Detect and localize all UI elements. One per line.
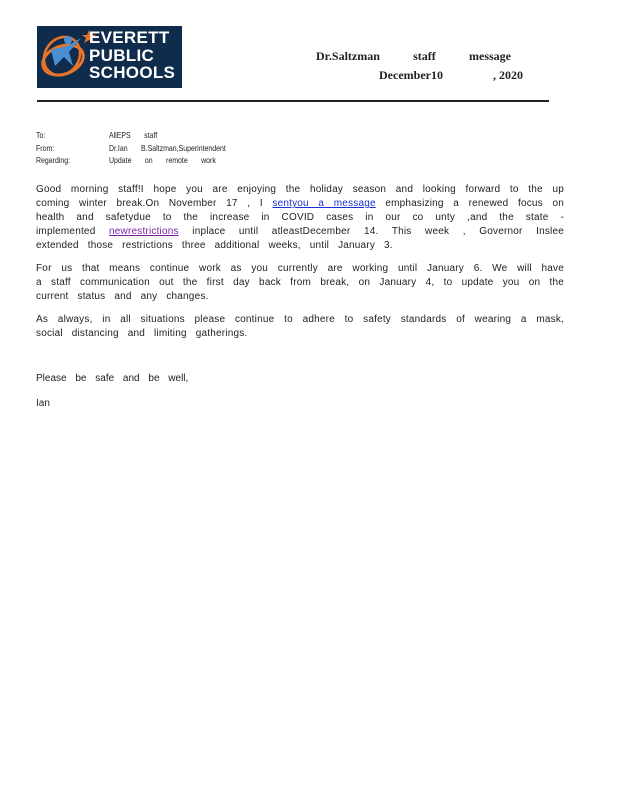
title-line-1 (316, 49, 511, 64)
paragraph-1-text-c: inplace until atleastDecember 14. This week , Governor Inslee extended those restrictions three additional weeks, until January 3. (36, 226, 564, 251)
title-author: Dr.Saltzman (316, 49, 380, 63)
paragraph-1 (36, 183, 564, 253)
title-word-staff: staff (413, 49, 436, 63)
logo-wordmark (89, 29, 175, 82)
logo-line-2: PUBLIC (89, 45, 155, 65)
memo-regarding-value: Update on remote work (108, 155, 216, 165)
logo-line-3: SCHOOLS (89, 63, 176, 82)
closing-line: Please be safe and be well, (36, 373, 189, 384)
logo-line-1: EVERETT (89, 28, 170, 47)
memo-to-label: To: (36, 130, 46, 140)
title-date-month-day: December10 (379, 68, 443, 82)
paragraph-1-text-a: Good morning staff!I hope you are enjoying the holiday season and looking forward to the up coming winter break.On November 17 , I (36, 184, 564, 209)
memo-to-value: AllEPS staff (108, 130, 158, 140)
memo-regarding-label: Regarding: (36, 155, 71, 165)
title-date (379, 68, 523, 83)
paragraph-3: As always, in all situations please continue to adhere to safety standards of wearing a mask, social distancing and limiting gatherings. (36, 314, 564, 339)
paragraph-2: For us that means continue work as you currently are working until January 6. We will have a staff communication out the first day back from break, on January 4, to update you on the current status and any changes. (36, 263, 564, 302)
title-date-year: , 2020 (492, 68, 523, 82)
signature: Ian (36, 398, 50, 409)
document-title (316, 49, 523, 82)
new-restrictions-link[interactable]: newrestrictions (109, 226, 179, 237)
everett-public-schools-logo (37, 26, 182, 88)
title-word-message: message (469, 49, 511, 63)
message-body (36, 183, 564, 350)
paragraph-1-text-b: emphasizing a renewed focus on health and safetydue to the increase in COVID cases in our co unty ,and the state -implemented (36, 198, 564, 237)
memo-from-label: From: (36, 142, 55, 153)
header-divider (37, 100, 549, 102)
memo-from-value: Dr.Ian B.Saltzman,Superintendent (108, 142, 226, 153)
sent-message-link[interactable]: sentyou a message (272, 198, 376, 209)
